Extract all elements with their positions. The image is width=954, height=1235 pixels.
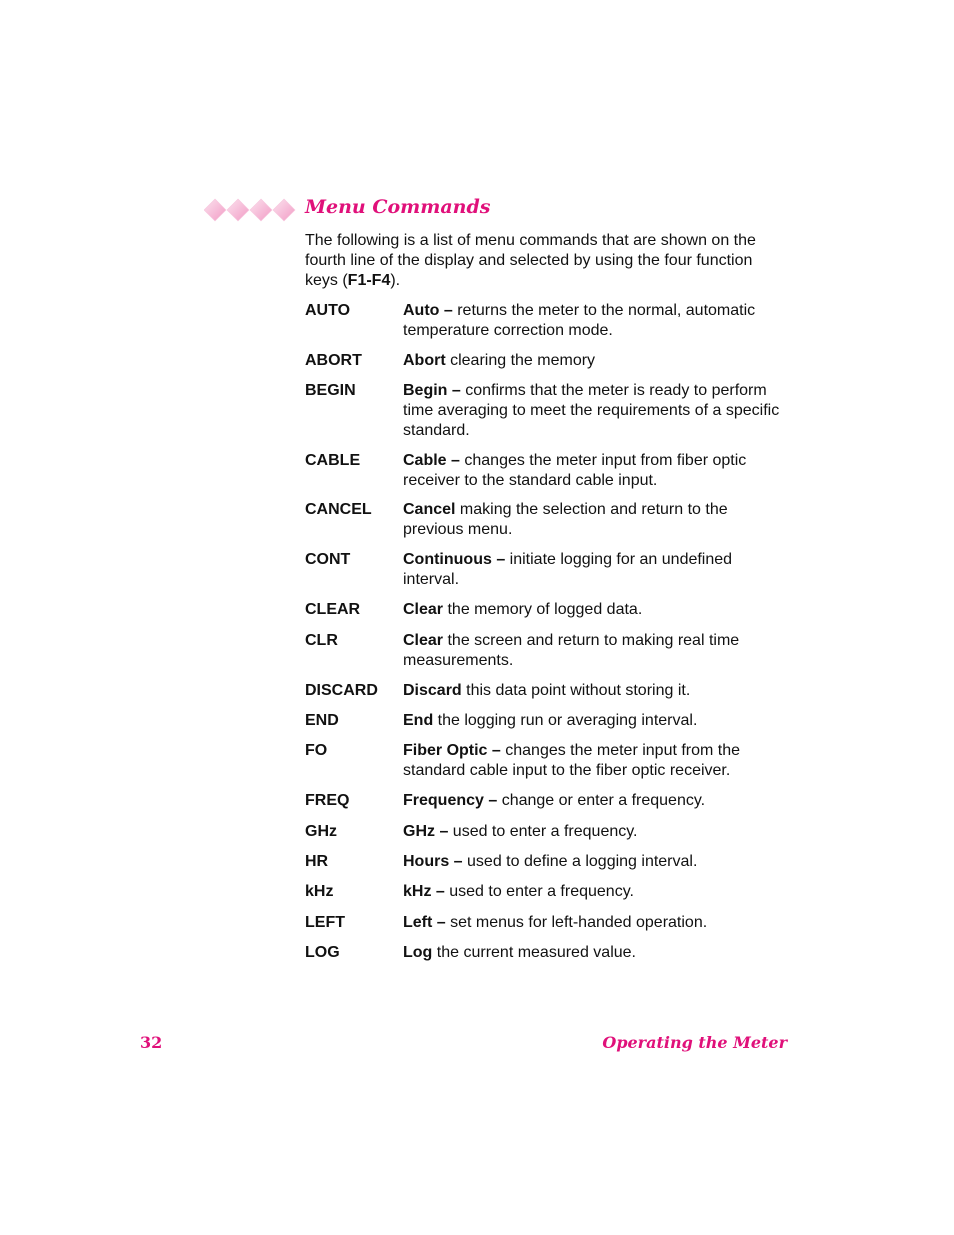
command-text: used to define a logging interval. bbox=[462, 853, 698, 870]
command-term: Discard bbox=[403, 682, 462, 699]
command-key: kHz bbox=[305, 883, 334, 900]
command-text: the logging run or averaging interval. bbox=[433, 712, 698, 729]
command-term: GHz – bbox=[403, 823, 449, 840]
command-key: ABORT bbox=[305, 352, 362, 369]
command-key: LOG bbox=[305, 944, 340, 961]
command-description bbox=[403, 852, 788, 872]
command-term: Cancel bbox=[403, 501, 456, 518]
command-description bbox=[403, 381, 788, 441]
command-key: BEGIN bbox=[305, 382, 356, 399]
command-description bbox=[403, 943, 788, 963]
command-description bbox=[403, 791, 788, 811]
command-term: Continuous – bbox=[403, 551, 506, 568]
command-key: FREQ bbox=[305, 792, 350, 809]
intro-text: The following is a list of menu commands that are shown on the fourth line of the display and selected by using the four function keys ( bbox=[305, 232, 756, 289]
command-term: Abort bbox=[403, 352, 446, 369]
command-description bbox=[403, 711, 788, 731]
command-text: set menus for left-handed operation. bbox=[445, 914, 708, 931]
command-description bbox=[403, 913, 788, 933]
command-text: changes the meter input from the standard cable input to the fiber optic receiver. bbox=[403, 742, 741, 779]
command-text: used to enter a frequency. bbox=[444, 883, 634, 900]
command-text: used to enter a frequency. bbox=[448, 823, 638, 840]
command-text: changes the meter input from fiber optic receiver to the standard cable input. bbox=[403, 452, 747, 489]
command-term: Frequency – bbox=[403, 792, 498, 809]
command-description bbox=[403, 882, 788, 902]
command-term: Log bbox=[403, 944, 433, 961]
section-title: Menu Commands bbox=[305, 196, 491, 218]
command-key: GHz bbox=[305, 823, 337, 840]
command-term: Left – bbox=[403, 914, 446, 931]
command-term: End bbox=[403, 712, 434, 729]
command-key: CANCEL bbox=[305, 501, 372, 518]
command-text: returns the meter to the normal, automatic temperature correction mode. bbox=[403, 302, 756, 339]
command-description bbox=[403, 550, 788, 590]
page-number: 32 bbox=[140, 1033, 163, 1052]
intro-paragraph bbox=[305, 231, 789, 291]
command-text: the current measured value. bbox=[432, 944, 636, 961]
command-key: DISCARD bbox=[305, 682, 378, 699]
command-term: Auto – bbox=[403, 302, 453, 319]
command-term: Begin – bbox=[403, 382, 461, 399]
command-term: Fiber Optic – bbox=[403, 742, 501, 759]
command-description bbox=[403, 351, 788, 371]
command-key: CONT bbox=[305, 551, 351, 568]
intro-text-end: ). bbox=[390, 272, 401, 289]
command-term: Clear bbox=[403, 632, 444, 649]
command-term: Clear bbox=[403, 601, 444, 618]
command-term: Cable – bbox=[403, 452, 460, 469]
command-key: AUTO bbox=[305, 302, 351, 319]
function-keys-label: F1-F4 bbox=[347, 272, 391, 289]
command-description bbox=[403, 600, 788, 620]
diamond-decoration-icon bbox=[204, 197, 296, 223]
command-text: initiate logging for an undefined interval. bbox=[403, 551, 733, 588]
command-text: the memory of logged data. bbox=[443, 601, 643, 618]
command-key: LEFT bbox=[305, 914, 345, 931]
command-text: clearing the memory bbox=[445, 352, 596, 369]
command-key: END bbox=[305, 712, 339, 729]
command-description bbox=[403, 631, 788, 671]
command-key: CLEAR bbox=[305, 601, 361, 618]
command-description bbox=[403, 822, 788, 842]
command-term: kHz – bbox=[403, 883, 445, 900]
command-text: confirms that the meter is ready to perform time averaging to meet the requirements of a specific standard. bbox=[403, 382, 780, 439]
command-key: FO bbox=[305, 742, 328, 759]
command-key: CLR bbox=[305, 632, 338, 649]
command-description bbox=[403, 500, 788, 540]
command-key: CABLE bbox=[305, 452, 361, 469]
command-term: Hours – bbox=[403, 853, 463, 870]
command-description bbox=[403, 681, 788, 701]
command-text: this data point without storing it. bbox=[461, 682, 691, 699]
command-description bbox=[403, 301, 788, 341]
command-key: HR bbox=[305, 853, 329, 870]
command-text: the screen and return to making real time measurements. bbox=[403, 632, 740, 669]
command-text: change or enter a frequency. bbox=[497, 792, 706, 809]
command-description bbox=[403, 741, 788, 781]
command-description bbox=[403, 451, 788, 491]
footer-section-title: Operating the Meter bbox=[602, 1033, 787, 1052]
command-text: making the selection and return to the previous menu. bbox=[403, 501, 728, 538]
